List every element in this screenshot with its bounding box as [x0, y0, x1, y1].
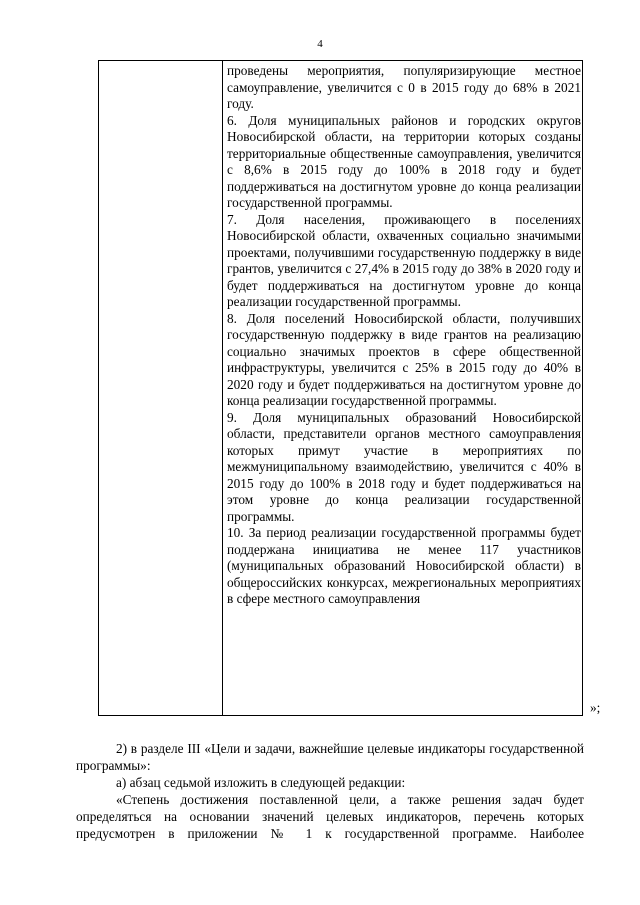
table-paragraph-9: 9. Доля муниципальных образований Новосибирской области, представители органов местного самоуправления которых примут участие в мероприятиях по межмуниципальному взаимодействию, увеличится с 40% в 2015 году до 100% в 2018 году и будет поддерживаться на этом уровне до конца реализации государственной программы. [227, 409, 581, 524]
page-number: 4 [317, 38, 323, 50]
document-body [76, 740, 584, 842]
closing-quote-mark: »; [590, 700, 601, 715]
table-paragraph-0: проведены мероприятия, популяризирующие местное самоуправление, увеличится с 0 в 2015 году до 68% в 2021 году. [227, 63, 581, 111]
table-paragraph-6: 6. Доля муниципальных районов и городских округов Новосибирской области, на территории которых созданы территориальные общественные самоуправления, увеличится с 8,6% в 2015 году до 100% в 2018 году и будет поддерживаться на достигнутом уровне до конца реализации государственной программы. [227, 112, 581, 210]
table-paragraph-8: 8. Доля поселений Новосибирской области, получивших государственную поддержку в виде грантов на реализацию социально значимых проектов в сфере общественной инфраструктуры, увеличится с 25% в 2015 году до 40% в 2020 году и будет поддерживаться на достигнутом уровне до конца реализации государственной программы. [227, 310, 581, 408]
table-paragraph-10: 10. За период реализации государственной программы будет поддержана инициатива не менее 117 участников (муниципальных образований Новосибирской области) в общероссийских конкурсах, межрегиональных мероприятиях в сфере местного самоуправления [227, 525, 581, 606]
table-paragraph-7: 7. Доля населения, проживающего в поселениях Новосибирской области, охваченных социально значимыми проектами, получившими государственную поддержку в виде грантов, увеличится с 27,4% в 2015 году до 38% в 2020 году и будет поддерживаться на достигнутом уровне до конца реализации государственной программы. [227, 211, 581, 309]
indicators-table [98, 60, 583, 716]
table-column-divider [222, 61, 223, 715]
item-2-paragraph: 2) в разделе III «Цели и задачи, важнейшие целевые индикаторы государственной программы»: [76, 741, 584, 773]
item-a-paragraph: а) абзац седьмой изложить в следующей редакции: [116, 775, 406, 790]
quoted-paragraph: «Степень достижения поставленной цели, а также решения задач будет определяться на основании значений целевых индикаторов, перечень которых предусмотрен в приложении № 1 к государственной программе. Наиболее [76, 792, 584, 841]
table-right-cell [227, 63, 581, 608]
